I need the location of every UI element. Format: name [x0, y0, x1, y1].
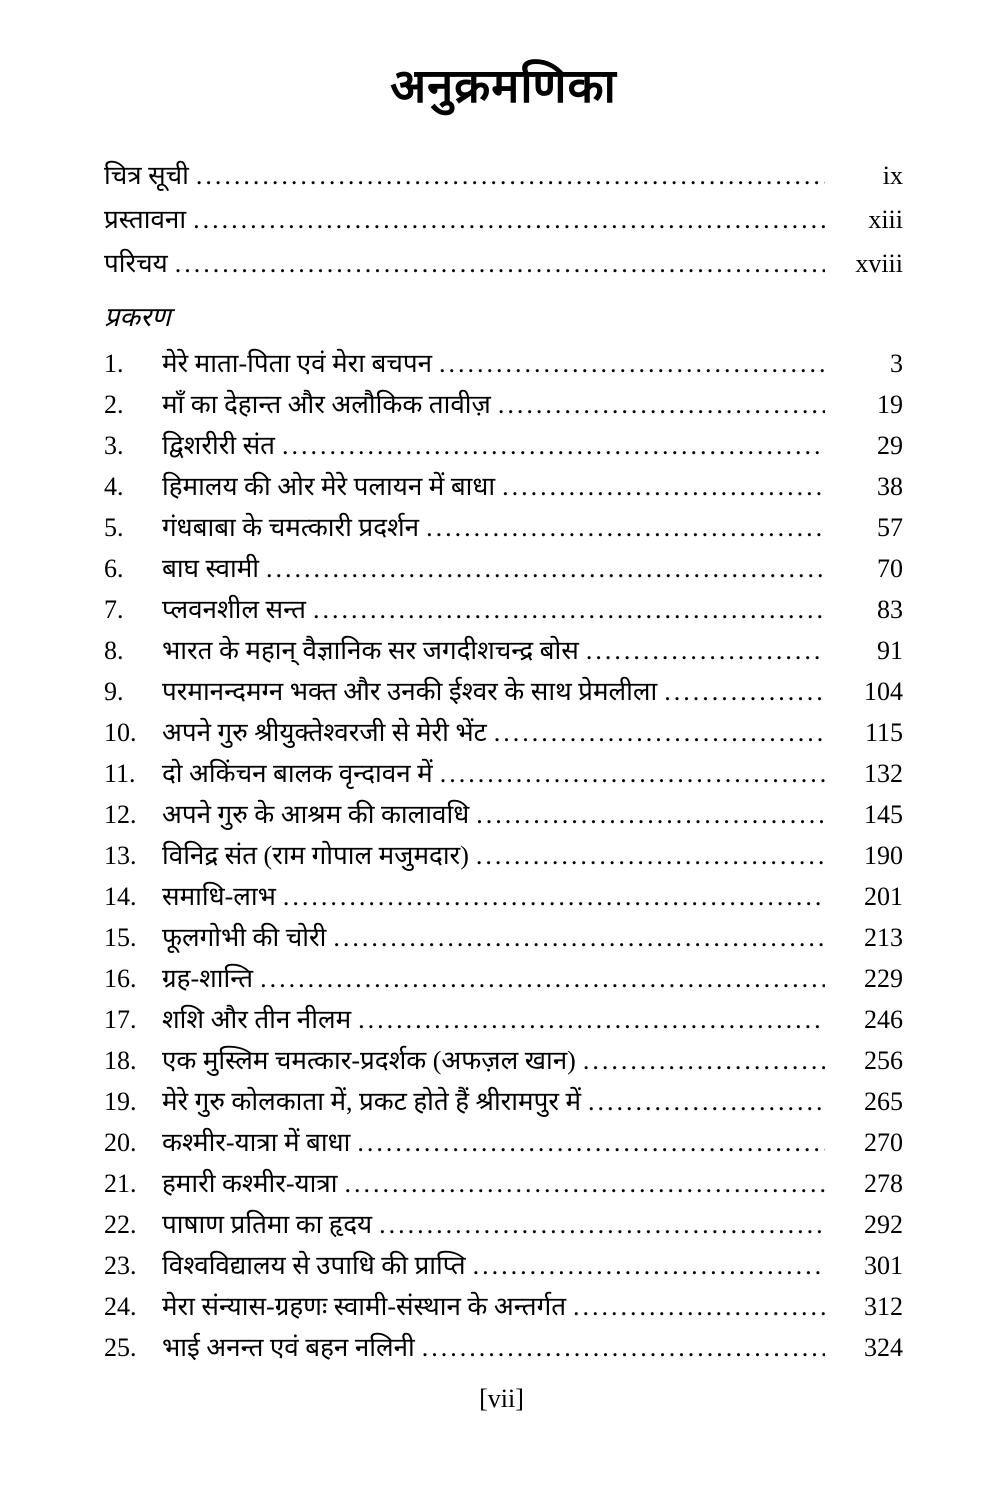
entry-page-number: 29 — [877, 431, 903, 460]
chapter-row — [104, 1082, 903, 1123]
dot-leader — [586, 636, 825, 666]
entry-page-number: 301 — [864, 1251, 903, 1280]
dot-leader — [193, 205, 825, 235]
dot-leader — [357, 1128, 825, 1158]
chapter-number: 9. — [104, 677, 124, 706]
chapter-row — [104, 877, 903, 918]
entry-page-number: 104 — [864, 677, 903, 706]
chapter-row — [104, 959, 903, 1000]
chapter-number: 4. — [104, 472, 124, 501]
chapter-row — [104, 795, 903, 836]
chapter-row — [104, 1164, 903, 1205]
chapter-row — [104, 631, 903, 672]
entry-title: कश्मीर-यात्रा में बाधा — [162, 1128, 351, 1157]
chapter-row — [104, 590, 903, 631]
entry-title: परिचय — [104, 249, 168, 278]
entry-page-number: 115 — [864, 718, 903, 747]
front-matter-row — [104, 200, 903, 244]
dot-leader — [426, 513, 825, 543]
entry-page-number: 91 — [877, 636, 903, 665]
dot-leader — [313, 595, 825, 625]
entry-page-number: 145 — [864, 800, 903, 829]
chapter-number: 8. — [104, 636, 124, 665]
chapter-number: 13. — [104, 841, 137, 870]
entry-title: मेरे गुरु कोलकाता में, प्रकट होते हैं श्रीरामपुर में — [162, 1087, 582, 1116]
dot-leader — [439, 349, 825, 379]
entry-page-number: xiii — [868, 205, 903, 234]
entry-title: विश्वविद्यालय से उपाधि की प्राप्ति — [162, 1251, 466, 1280]
chapter-list — [104, 344, 903, 1369]
entry-title: अपने गुरु के आश्रम की कालावधि — [162, 800, 470, 829]
dot-leader — [583, 1046, 825, 1076]
chapter-number: 17. — [104, 1005, 137, 1034]
chapter-row — [104, 672, 903, 713]
page-title: अनुक्रमणिका — [390, 61, 617, 113]
chapter-row — [104, 1000, 903, 1041]
dot-leader — [358, 1005, 825, 1035]
entry-page-number: 270 — [864, 1128, 903, 1157]
entry-page-number: 265 — [864, 1087, 903, 1116]
chapter-number: 24. — [104, 1292, 137, 1321]
chapter-row — [104, 344, 903, 385]
entry-page-number: 19 — [877, 390, 903, 419]
chapter-number: 11. — [104, 759, 136, 788]
chapter-number: 19. — [104, 1087, 137, 1116]
entry-page-number: 229 — [864, 964, 903, 993]
entry-page-number: 324 — [864, 1333, 903, 1362]
dot-leader — [664, 677, 825, 707]
chapter-number: 2. — [104, 390, 124, 419]
chapter-number: 12. — [104, 800, 137, 829]
dot-leader — [379, 1210, 825, 1240]
chapter-number: 6. — [104, 554, 124, 583]
section-label: प्रकरण — [104, 302, 171, 332]
entry-page-number: xviii — [855, 249, 903, 278]
dot-leader — [266, 554, 825, 584]
chapter-number: 22. — [104, 1210, 137, 1239]
dot-leader — [573, 1292, 825, 1322]
chapter-number: 25. — [104, 1333, 137, 1362]
chapter-row — [104, 918, 903, 959]
chapter-row — [104, 385, 903, 426]
dot-leader — [175, 249, 825, 279]
chapter-number: 7. — [104, 595, 124, 624]
entry-page-number: 132 — [864, 759, 903, 788]
entry-page-number: 292 — [864, 1210, 903, 1239]
front-matter-row — [104, 244, 903, 288]
chapter-number: 20. — [104, 1128, 137, 1157]
entry-title: चित्र सूची — [104, 161, 189, 190]
entry-title: फूलगोभी की चोरी — [162, 923, 327, 952]
dot-leader — [260, 964, 825, 994]
dot-leader — [440, 759, 825, 789]
dot-leader — [344, 1169, 825, 1199]
dot-leader — [283, 882, 825, 912]
front-matter-row — [104, 156, 903, 200]
entry-page-number: 213 — [864, 923, 903, 952]
entry-title: दो अकिंचन बालक वृन्दावन में — [162, 759, 433, 788]
entry-title: हमारी कश्मीर-यात्रा — [162, 1169, 338, 1198]
entry-title: ग्रह-शान्ति — [162, 964, 254, 993]
dot-leader — [282, 431, 825, 461]
chapter-number: 16. — [104, 964, 137, 993]
entry-title: गंधबाबा के चमत्कारी प्रदर्शन — [162, 513, 420, 542]
entry-page-number: ix — [882, 161, 903, 190]
page-footer: [vii] — [479, 1384, 524, 1413]
entry-title: माँ का देहान्त और अलौकिक तावीज़ — [162, 390, 491, 419]
entry-page-number: 201 — [864, 882, 903, 911]
entry-page-number: 312 — [864, 1292, 903, 1321]
dot-leader — [498, 390, 825, 420]
entry-title: द्विशरीरी संत — [162, 431, 275, 460]
chapter-row — [104, 549, 903, 590]
entry-title: विनिद्र संत (राम गोपाल मजुमदार) — [162, 841, 469, 870]
chapter-number: 15. — [104, 923, 137, 952]
entry-title: मेरा संन्यास-ग्रहणः स्वामी-संस्थान के अन्तर्गत — [162, 1292, 567, 1321]
entry-page-number: 57 — [877, 513, 903, 542]
entry-title: भारत के महान् वैज्ञानिक सर जगदीशचन्द्र बोस — [162, 636, 579, 665]
chapter-number: 1. — [104, 349, 124, 378]
chapter-row — [104, 1328, 903, 1369]
dot-leader — [422, 1333, 825, 1363]
chapter-number: 14. — [104, 882, 137, 911]
entry-title: प्लवनशील सन्त — [162, 595, 306, 624]
entry-page-number: 70 — [877, 554, 903, 583]
entry-title: अपने गुरु श्रीयुक्तेश्वरजी से मेरी भेंट — [162, 718, 487, 747]
chapter-row — [104, 508, 903, 549]
entry-title: मेरे माता-पिता एवं मेरा बचपन — [162, 349, 433, 378]
dot-leader — [476, 841, 825, 871]
entry-title: पाषाण प्रतिमा का हृदय — [162, 1210, 373, 1239]
chapter-row — [104, 467, 903, 508]
chapter-number: 3. — [104, 431, 124, 460]
entry-title: बाघ स्वामी — [162, 554, 260, 583]
chapter-row — [104, 1287, 903, 1328]
front-matter-list — [104, 156, 903, 288]
entry-title: एक मुस्लिम चमत्कार-प्रदर्शक (अफज़ल खान) — [162, 1046, 576, 1075]
entry-title: शशि और तीन नीलम — [162, 1005, 352, 1034]
dot-leader — [476, 800, 825, 830]
entry-page-number: 278 — [864, 1169, 903, 1198]
dot-leader — [333, 923, 825, 953]
chapter-row — [104, 754, 903, 795]
chapter-row — [104, 836, 903, 877]
entry-title: भाई अनन्त एवं बहन नलिनी — [162, 1333, 415, 1362]
dot-leader — [196, 161, 825, 191]
chapter-number: 10. — [104, 718, 137, 747]
dot-leader — [494, 718, 825, 748]
entry-title: प्रस्तावना — [104, 205, 187, 234]
entry-title: परमानन्दमग्न भक्त और उनकी ईश्वर के साथ प्रेमलीला — [162, 677, 658, 706]
entry-page-number: 38 — [877, 472, 903, 501]
entry-title: समाधि-लाभ — [162, 882, 276, 911]
chapter-number: 5. — [104, 513, 124, 542]
dot-leader — [588, 1087, 825, 1117]
entry-page-number: 256 — [864, 1046, 903, 1075]
entry-page-number: 3 — [890, 349, 903, 378]
chapter-row — [104, 426, 903, 467]
entry-title: हिमालय की ओर मेरे पलायन में बाधा — [162, 472, 496, 501]
chapter-row — [104, 713, 903, 754]
entry-page-number: 246 — [864, 1005, 903, 1034]
dot-leader — [502, 472, 825, 502]
chapter-number: 23. — [104, 1251, 137, 1280]
chapter-row — [104, 1041, 903, 1082]
chapter-number: 18. — [104, 1046, 137, 1075]
chapter-number: 21. — [104, 1169, 137, 1198]
chapter-row — [104, 1205, 903, 1246]
entry-page-number: 83 — [877, 595, 903, 624]
chapter-row — [104, 1123, 903, 1164]
dot-leader — [473, 1251, 825, 1281]
chapter-row — [104, 1246, 903, 1287]
entry-page-number: 190 — [864, 841, 903, 870]
